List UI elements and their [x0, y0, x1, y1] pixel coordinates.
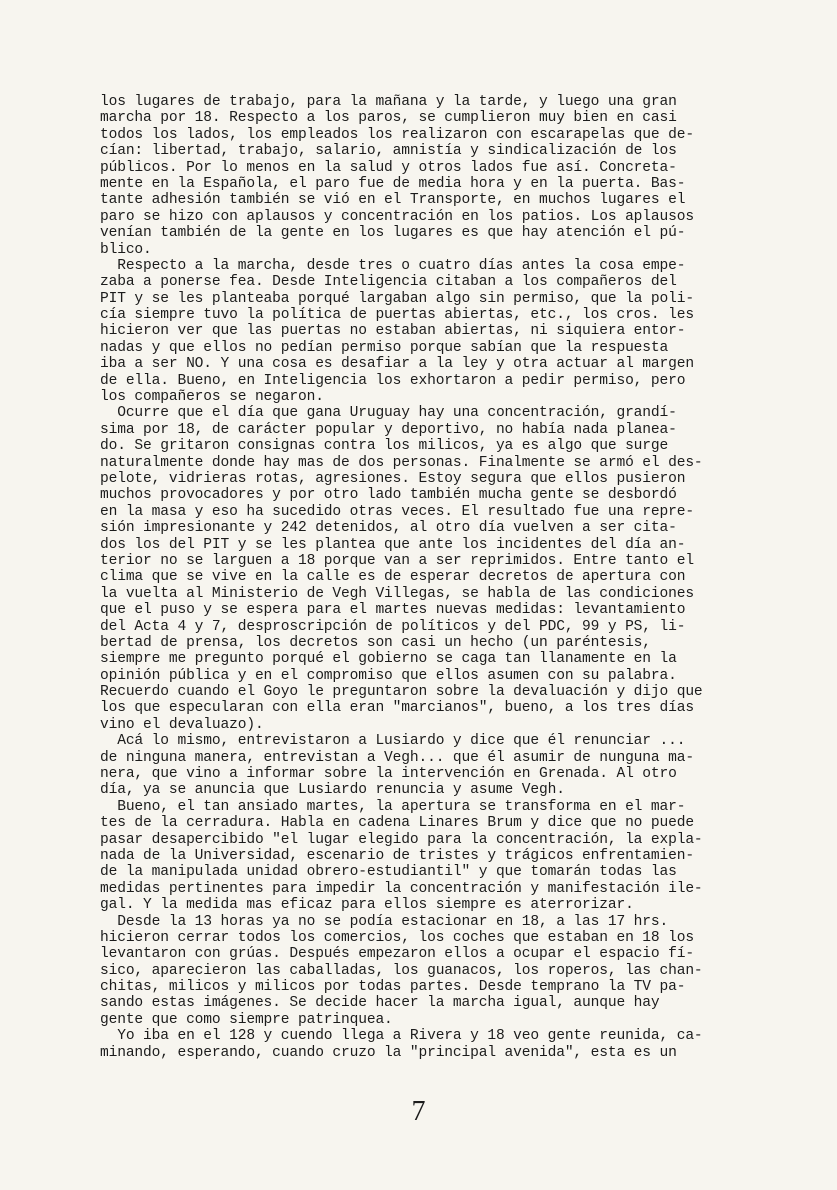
text-line: de la manipulada unidad obrero-estudiantil" y que tomarán todas las [100, 864, 677, 881]
text-line: Yo iba en el 128 y cuendo llega a Rivera y 18 veo gente reunida, ca- [100, 1028, 703, 1045]
text-line: los que especularan con ella eran "marcianos", bueno, a los tres días [100, 700, 694, 717]
text-line: de ella. Bueno, en Inteligencia los exhortaron a pedir permiso, pero [100, 372, 686, 389]
text-line: tes de la cerradura. Habla en cadena Linares Brum y dice que no puede [100, 815, 694, 832]
text-line: nera, que vino a informar sobre la intervención en Grenada. Al otro [100, 766, 677, 783]
text-line: nadas y que ellos no pedían permiso porque sabían que la respuesta [100, 339, 669, 356]
text-line: dos los del PIT y se les plantea que ante los incidentes del día an- [100, 536, 686, 553]
text-line: pelote, vidrieras rotas, agresiones. Estoy segura que ellos pusieron [100, 470, 686, 487]
text-line: la vuelta al Ministerio de Vegh Villegas, se habla de las condiciones [100, 585, 694, 602]
text-line: vino el devaluazo). [100, 716, 264, 733]
text-line: todos los lados, los empleados los realizaron con escarapelas que de- [100, 126, 694, 143]
text-line: terior no se larguen a 18 porque van a ser reprimidos. Entre tanto el [100, 552, 694, 569]
text-line: Respecto a la marcha, desde tres o cuatro días antes la cosa empe- [100, 257, 686, 274]
text-line: gente que como siempre patrinquea. [100, 1011, 393, 1028]
text-line: bertad de prensa, los decretos son casi un hecho (un paréntesis, [100, 634, 651, 651]
text-line: muchos provocadores y por otro lado también mucha gente se desbordó [100, 487, 677, 504]
text-line: que el puso y se espera para el martes nuevas medidas: levantamiento [100, 602, 686, 619]
text-line: tante adhesión también se vió en el Transporte, en muchos lugares el [100, 192, 686, 209]
text-line: sando estas imágenes. Se decide hacer la marcha igual, aunque hay [100, 995, 660, 1012]
text-line: cían: libertad, trabajo, salario, amnistía y sindicalización de los [100, 143, 677, 160]
text-line: levantaron con grúas. Después empezaron ellos a ocupar el espacio fí- [100, 946, 694, 963]
body-text [100, 94, 764, 1061]
text-line: de ninguna manera, entrevistan a Vegh... que él asumir de nunguna ma- [100, 749, 694, 766]
text-line: sima por 18, de carácter popular y deportivo, no había nada planea- [100, 421, 677, 438]
text-line: venían también de la gente en los lugares es que hay atención el pú- [100, 225, 686, 242]
text-line: PIT y se les planteaba porqué largaban algo sin permiso, que la poli- [100, 290, 694, 307]
text-line: los compañeros se negaron. [100, 389, 324, 406]
text-line: mente en la Española, el paro fue de media hora y en la puerta. Bas- [100, 175, 686, 192]
text-line: Acá lo mismo, entrevistaron a Lusiardo y dice que él renunciar ... [100, 733, 686, 750]
text-line: cía siempre tuvo la política de puertas abiertas, etc., los cros. les [100, 307, 694, 324]
text-line: do. Se gritaron consignas contra los milicos, ya es algo que surge [100, 438, 669, 455]
text-line: gal. Y la medida mas eficaz para ellos siempre es aterrorizar. [100, 897, 634, 914]
text-line: siempre me pregunto porqué el gobierno se caga tan llanamente en la [100, 651, 677, 668]
text-line: blico. [100, 241, 152, 258]
text-line: nada de la Universidad, escenario de tristes y trágicos enfrentamien- [100, 847, 694, 864]
text-line: Recuerdo cuando el Goyo le preguntaron sobre la devaluación y dijo que [100, 684, 703, 701]
text-line: paro se hizo con aplausos y concentración en los patios. Los aplausos [100, 208, 694, 225]
text-line: públicos. Por lo menos en la salud y otros lados fue así. Concreta- [100, 159, 677, 176]
text-line: Ocurre que el día que gana Uruguay hay una concentración, grandí- [100, 405, 677, 422]
text-line: Desde la 13 horas ya no se podía estacionar en 18, a las 17 hrs. [100, 913, 669, 930]
text-line: Bueno, el tan ansiado martes, la apertura se transforma en el mar- [100, 798, 686, 815]
text-line: marcha por 18. Respecto a los paros, se cumplieron muy bien en casi [100, 110, 677, 127]
page-number: 7 [411, 1096, 426, 1127]
text-line: clima que se vive en la calle es de esperar decretos de apertura con [100, 569, 686, 586]
text-line: día, ya se anuncia que Lusiardo renuncia y asume Vegh. [100, 782, 565, 799]
text-line: opinión pública y en el compromiso que ellos asumen con su palabra. [100, 667, 677, 684]
text-line: hicieron cerrar todos los comercios, los coches que estaban en 18 los [100, 929, 694, 946]
text-line: hicieron ver que las puertas no estaban abiertas, ni siquiera entor- [100, 323, 686, 340]
text-line: pasar desapercibido "el lugar elegido para la concentración, la expla- [100, 831, 703, 848]
text-line: iba a ser NO. Y una cosa es desafiar a la ley y otra actuar al margen [100, 356, 694, 373]
text-line: los lugares de trabajo, para la mañana y la tarde, y luego una gran [100, 94, 677, 110]
text-line: naturalmente donde hay mas de dos personas. Finalmente se armó el des- [100, 454, 703, 471]
text-line: chitas, milicos y milicos por todas partes. Desde temprano la TV pa- [100, 979, 686, 996]
text-line: sico, aparecieron las caballadas, los guanacos, los roperos, las chan- [100, 962, 703, 979]
text-line: sión impresionante y 242 detenidos, al otro día vuelven a ser cita- [100, 520, 677, 537]
text-line: en la masa y eso ha sucedido otras veces. El resultado fue una repre- [100, 503, 694, 520]
text-line: medidas pertinentes para impedir la concentración y manifestación ile- [100, 880, 703, 897]
text-line: minando, esperando, cuando cruzo la "principal avenida", esta es un [100, 1044, 677, 1061]
text-line: zaba a ponerse fea. Desde Inteligencia citaban a los compañeros del [100, 274, 677, 291]
text-line: del Acta 4 y 7, desproscripción de políticos y del PDC, 99 y PS, li- [100, 618, 686, 635]
